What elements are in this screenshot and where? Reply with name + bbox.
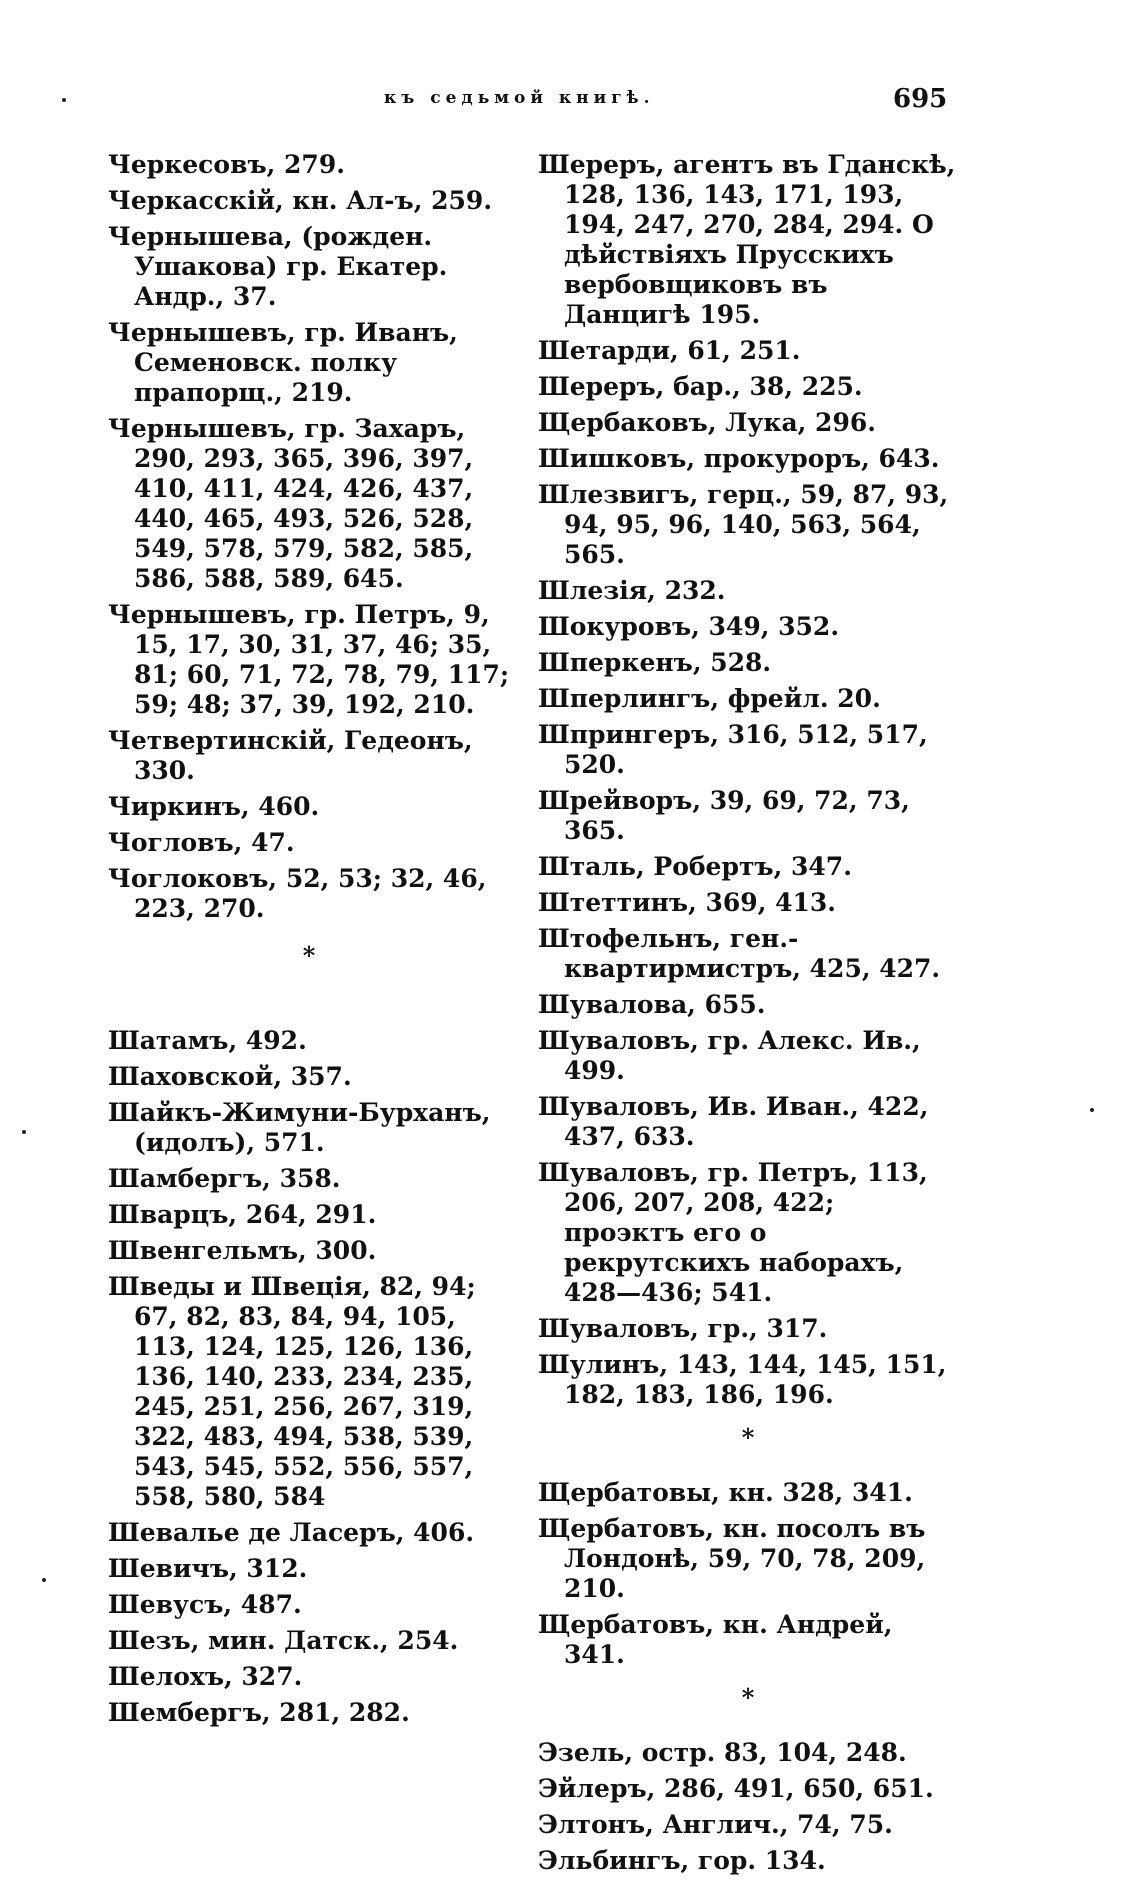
index-entry-heading: Шезъ, bbox=[108, 1626, 200, 1655]
index-entry-heading: Шперлингъ, bbox=[538, 684, 720, 713]
section-separator: * bbox=[741, 1423, 755, 1452]
index-entry-references: 47. bbox=[242, 828, 295, 857]
index-entry-references: 357. bbox=[282, 1062, 352, 1091]
index-entry bbox=[538, 408, 958, 438]
index-entry-references: 369, 413. bbox=[696, 888, 836, 917]
index-entry-heading: Четвертинскій, bbox=[108, 726, 336, 755]
index-entry-references: 655. bbox=[695, 990, 766, 1019]
index-entry-heading: Щербатовъ, bbox=[538, 1610, 715, 1639]
index-entry-heading: Эйлеръ, bbox=[538, 1774, 656, 1803]
index-entry bbox=[108, 1554, 510, 1584]
index-entry-heading: Эзель, bbox=[538, 1738, 634, 1767]
index-entry-references: 52, 53; 32, 46, 223, 270. bbox=[134, 864, 487, 923]
index-entry bbox=[108, 600, 510, 720]
index-entry-references: (идолъ), 571. bbox=[134, 1128, 325, 1157]
index-entry bbox=[538, 612, 958, 642]
index-entry bbox=[108, 150, 510, 180]
index-entry-heading: Шевусъ, bbox=[108, 1590, 233, 1619]
index-column-right bbox=[538, 150, 958, 1882]
index-entry-references: фрейл. 20. bbox=[719, 684, 881, 713]
index-entry bbox=[108, 1662, 510, 1692]
index-entry bbox=[108, 1518, 510, 1548]
index-entry-references: гр. Иванъ, Семеновск. полку прапорщ., 219. bbox=[134, 318, 458, 407]
index-entry bbox=[538, 444, 958, 474]
index-entry-references: (рожден. Ушакова) гр. Екатер. Андр., 37. bbox=[134, 222, 448, 311]
index-entry-heading: Шуваловъ, bbox=[538, 1092, 699, 1121]
index-entry-references: 82, 94; 67, 82, 83, 84, 94, 105, 113, 124, 125, 126, 136, 136, 140, 233, 234, 235, 245, 251, 256, 267, 319, 322, 483, 494, 538, 539, 543, 545, 552, 556, 557, 558, 580, 584 bbox=[134, 1272, 476, 1511]
index-entry bbox=[538, 1314, 958, 1344]
index-entry bbox=[108, 792, 510, 822]
index-entry-heading: Шперкенъ, bbox=[538, 648, 702, 677]
index-entry-heading: Чиркинъ, bbox=[108, 792, 250, 821]
section-separator: * bbox=[302, 941, 316, 970]
index-entry-heading: Черкесовъ, bbox=[108, 150, 276, 179]
index-entry-heading: Шулинъ, bbox=[538, 1350, 669, 1379]
index-entry bbox=[108, 726, 510, 786]
index-entry-references: 232. bbox=[655, 576, 726, 605]
index-entry bbox=[538, 1846, 958, 1876]
running-head: къ седьмой книгѣ. bbox=[384, 88, 655, 108]
print-speck bbox=[22, 1130, 26, 1134]
index-entry-heading: Шаховской, bbox=[108, 1062, 283, 1091]
index-entry-heading: Шуваловъ, bbox=[538, 1158, 699, 1187]
index-group-sh bbox=[108, 1026, 510, 1728]
index-entry bbox=[108, 828, 510, 858]
index-entry-heading: Щербаковъ, bbox=[538, 408, 717, 437]
index-entry-heading: Шатамъ, bbox=[108, 1026, 238, 1055]
index-entry bbox=[538, 576, 958, 606]
index-entry bbox=[538, 1774, 958, 1804]
index-entry bbox=[108, 1272, 510, 1512]
index-entry bbox=[538, 648, 958, 678]
index-entry-heading: Шпрингеръ, bbox=[538, 720, 719, 749]
index-entry bbox=[538, 1092, 958, 1152]
index-entry-references: 349, 352. bbox=[699, 612, 840, 641]
index-entry-references: 286, 491, 650, 651. bbox=[655, 1774, 934, 1803]
index-entry-heading: Чернышева, bbox=[108, 222, 293, 251]
index-entry-heading: Шереръ, bbox=[538, 372, 665, 401]
index-entry-references: герц., 59, 87, 93, 94, 95, 96, 140, 563, 564, 565. bbox=[564, 480, 949, 569]
index-entry-heading: Щербатовъ, bbox=[538, 1514, 715, 1543]
index-entry-heading: Шуваловъ, bbox=[538, 1026, 699, 1055]
index-entry-heading: Шевалье де Ласеръ, bbox=[108, 1518, 405, 1547]
index-entry-references: 61, 251. bbox=[678, 336, 801, 365]
index-entry-references: 528. bbox=[701, 648, 772, 677]
index-entry-references: гр. Захаръ, 290, 293, 365, 396, 397, 410, 411, 424, 426, 437, 440, 465, 493, 526, 528, 549, 578, 579, 582, 585, 586, 588, 589, 645. bbox=[134, 414, 474, 593]
index-entry-heading: Чернышевъ, bbox=[108, 318, 296, 347]
index-entry bbox=[108, 1698, 510, 1728]
print-speck bbox=[42, 1578, 46, 1582]
index-entry-heading: Штофельнъ, bbox=[538, 924, 722, 953]
index-entry bbox=[538, 1738, 958, 1768]
page-number: 695 bbox=[893, 84, 948, 114]
index-entry bbox=[538, 372, 958, 402]
index-entry-heading: Шетарди, bbox=[538, 336, 679, 365]
index-entry bbox=[538, 888, 958, 918]
index-entry bbox=[538, 990, 958, 1020]
index-entry-references: Англич., 74, 75. bbox=[653, 1810, 893, 1839]
index-entry-heading: Шуваловъ, bbox=[538, 1314, 699, 1343]
index-entry-references: бар., 38, 225. bbox=[664, 372, 863, 401]
index-entry bbox=[538, 1026, 958, 1086]
index-entry-heading: Шварцъ, bbox=[108, 1200, 238, 1229]
index-entry bbox=[538, 1158, 958, 1308]
index-entry-references: 279. bbox=[275, 150, 345, 179]
index-entry-references: агентъ въ Гданскѣ, 128, 136, 143, 171, 193, 194, 247, 270, 284, 294. О дѣйствіяхъ Прусскихъ вербовщиковъ въ Данцигѣ 195. bbox=[564, 150, 956, 329]
index-entry-heading: Шишковъ, bbox=[538, 444, 696, 473]
index-entry-references: 281, 282. bbox=[270, 1698, 410, 1727]
index-entry-heading: Шталь, bbox=[538, 852, 645, 881]
index-entry bbox=[538, 1478, 958, 1508]
index-entry bbox=[108, 1026, 510, 1056]
index-entry-heading: Чернышевъ, bbox=[108, 414, 296, 443]
index-entry bbox=[538, 480, 958, 570]
index-entry bbox=[108, 222, 510, 312]
index-entry-references: Робертъ, 347. bbox=[644, 852, 852, 881]
index-entry-heading: Эльбингъ, bbox=[538, 1846, 690, 1875]
index-entry-references: Ив. Иван., 422, 437, 633. bbox=[564, 1092, 929, 1151]
index-entry-references: гр. Петръ, 9, 15, 17, 30, 31, 37, 46; 35, 81; 60, 71, 72, 78, 79, 117; 59; 48; 37, 39, 192, 210. bbox=[134, 600, 510, 719]
index-column-left bbox=[108, 150, 510, 1734]
index-entry-heading: Щербатовы, bbox=[538, 1478, 720, 1507]
index-entry-references: 406. bbox=[404, 1518, 475, 1547]
index-entry-references: 327. bbox=[232, 1662, 303, 1691]
index-group-e bbox=[538, 1738, 958, 1876]
index-entry-references: гр. Алекс. Ив., 499. bbox=[564, 1026, 921, 1085]
index-entry bbox=[538, 852, 958, 882]
index-entry-references: 358. bbox=[270, 1164, 341, 1193]
index-entry bbox=[538, 1350, 958, 1410]
index-entry bbox=[538, 924, 958, 984]
index-entry-references: кн. Андрей, 341. bbox=[564, 1610, 893, 1669]
index-entry-heading: Шрейворъ, bbox=[538, 786, 702, 815]
index-entry-heading: Шайкъ-Жимуни-Бурханъ, bbox=[108, 1098, 491, 1127]
index-group-ch bbox=[108, 150, 510, 924]
index-entry-heading: Шувалова, bbox=[538, 990, 696, 1019]
index-entry-heading: Чернышевъ, bbox=[108, 600, 296, 629]
index-entry-heading: Шембергъ, bbox=[108, 1698, 271, 1727]
index-entry-heading: Шамбергъ, bbox=[108, 1164, 271, 1193]
index-entry bbox=[538, 150, 958, 330]
index-entry-references: 39, 69, 72, 73, 365. bbox=[564, 786, 910, 845]
index-entry-references: ген.-квартирмистръ, 425, 427. bbox=[564, 924, 941, 983]
index-entry bbox=[108, 1062, 510, 1092]
index-entry-heading: Шокуровъ, bbox=[538, 612, 700, 641]
index-entry bbox=[108, 186, 510, 216]
index-entry-references: гор. 134. bbox=[689, 1846, 826, 1875]
index-entry-heading: Шелохъ, bbox=[108, 1662, 233, 1691]
index-entry-heading: Шведы и Швеція, bbox=[108, 1272, 371, 1301]
index-entry-references: Лука, 296. bbox=[716, 408, 876, 437]
page-header bbox=[0, 84, 1140, 124]
index-entry bbox=[538, 336, 958, 366]
index-entry-heading: Шлезія, bbox=[538, 576, 656, 605]
index-entry bbox=[538, 720, 958, 780]
index-entry bbox=[108, 414, 510, 594]
index-entry bbox=[538, 1610, 958, 1670]
index-entry-heading: Шевичъ, bbox=[108, 1554, 238, 1583]
index-entry bbox=[108, 1098, 510, 1158]
index-entry-references: мин. Датск., 254. bbox=[199, 1626, 459, 1655]
index-entry-heading: Черкасскій, bbox=[108, 186, 284, 215]
index-entry bbox=[538, 786, 958, 846]
index-entry-references: 312. bbox=[237, 1554, 308, 1583]
index-entry-references: гр., 317. bbox=[698, 1314, 828, 1343]
index-entry-references: 264, 291. bbox=[237, 1200, 377, 1229]
section-separator: * bbox=[741, 1683, 755, 1712]
index-entry bbox=[108, 1590, 510, 1620]
index-group-shch bbox=[538, 1478, 958, 1670]
index-entry bbox=[108, 1626, 510, 1656]
index-entry-references: 460. bbox=[249, 792, 320, 821]
index-entry bbox=[108, 1200, 510, 1230]
index-entry bbox=[538, 1514, 958, 1604]
index-entry-heading: Шлезвигъ, bbox=[538, 480, 699, 509]
index-entry-references: 492. bbox=[237, 1026, 307, 1055]
index-group-sh-continued bbox=[538, 150, 958, 1410]
index-entry-references: 143, 144, 145, 151, 182, 183, 186, 196. bbox=[564, 1350, 947, 1409]
index-entry bbox=[108, 864, 510, 924]
index-entry-references: Гедеонъ, 330. bbox=[134, 726, 473, 785]
index-entry-heading: Швенгельмъ, bbox=[108, 1236, 307, 1265]
print-speck bbox=[62, 98, 66, 102]
index-entry-references: гр. Петръ, 113, 206, 207, 208, 422; проэктъ его о рекрутскихъ наборахъ, 428—436; 541. bbox=[564, 1158, 928, 1307]
index-entry-references: прокуроръ, 643. bbox=[695, 444, 940, 473]
index-entry-heading: Чогловъ, bbox=[108, 828, 243, 857]
print-speck bbox=[1090, 1108, 1094, 1112]
index-entry-heading: Штеттинъ, bbox=[538, 888, 697, 917]
index-entry-references: остр. 83, 104, 248. bbox=[633, 1738, 907, 1767]
index-entry-references: 316, 512, 517, 520. bbox=[564, 720, 928, 779]
index-entry-heading: Шереръ, bbox=[538, 150, 665, 179]
index-entry-heading: Чоглоковъ, bbox=[108, 864, 278, 893]
index-entry-heading: Элтонъ, bbox=[538, 1810, 654, 1839]
index-entry bbox=[538, 1810, 958, 1840]
index-entry-references: кн. Ал-ъ, 259. bbox=[283, 186, 493, 215]
index-entry bbox=[108, 1164, 510, 1194]
index-entry bbox=[108, 318, 510, 408]
index-entry-references: кн. посолъ въ Лондонѣ, 59, 70, 78, 209, 210. bbox=[564, 1514, 926, 1603]
index-entry bbox=[538, 684, 958, 714]
index-entry-references: кн. 328, 341. bbox=[719, 1478, 913, 1507]
index-entry bbox=[108, 1236, 510, 1266]
index-entry-references: 487. bbox=[232, 1590, 302, 1619]
index-entry-references: 300. bbox=[306, 1236, 377, 1265]
